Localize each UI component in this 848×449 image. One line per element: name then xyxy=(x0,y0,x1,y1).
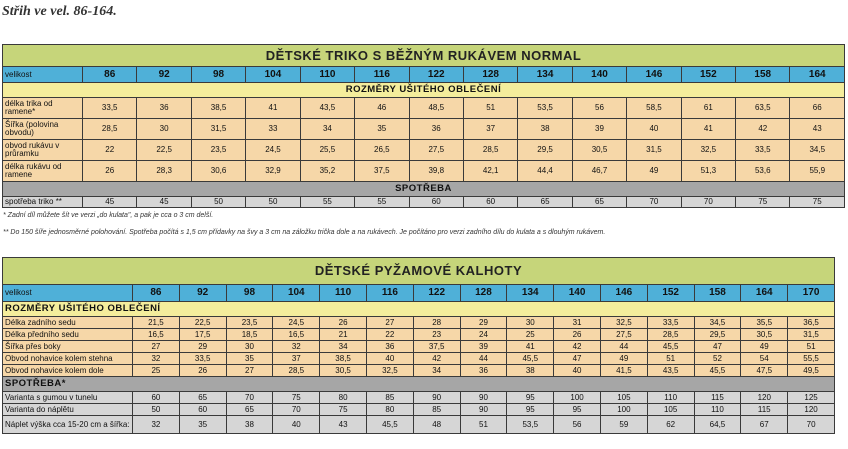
consumption-value: 32 xyxy=(133,416,180,434)
section-consumption-row xyxy=(3,182,845,197)
measurement-value: 38,5 xyxy=(320,353,367,365)
size-header-cell: 158 xyxy=(694,285,741,302)
measurement-value: 16,5 xyxy=(133,329,180,341)
measurement-value: 32 xyxy=(273,341,320,353)
measurement-value: 55,5 xyxy=(788,353,835,365)
consumption-value: 95 xyxy=(507,404,554,416)
measurement-value: 40 xyxy=(627,119,681,140)
size-header-cell: 164 xyxy=(741,285,788,302)
size-header-cell: 104 xyxy=(246,67,300,83)
measurement-value: 46 xyxy=(355,98,409,119)
measurement-value: 43,5 xyxy=(647,365,694,377)
measurement-value: 45,5 xyxy=(507,353,554,365)
size-header-cell: 110 xyxy=(320,285,367,302)
measurement-value: 48,5 xyxy=(409,98,463,119)
consumption-value: 115 xyxy=(741,404,788,416)
measurement-value: 51 xyxy=(463,98,517,119)
measurement-value: 27,5 xyxy=(600,329,647,341)
measurement-value: 26 xyxy=(179,365,226,377)
measurement-value: 36 xyxy=(460,365,507,377)
consumption-row xyxy=(3,392,835,404)
measurement-value: 44 xyxy=(460,353,507,365)
measurement-value: 36 xyxy=(409,119,463,140)
consumption-label: Varianta do náplětu xyxy=(3,404,133,416)
measurement-value: 45,5 xyxy=(647,341,694,353)
measurement-value: 22,5 xyxy=(137,140,191,161)
table-title: DĚTSKÉ TRIKO S BĚŽNÝM RUKÁVEM NORMAL xyxy=(3,45,845,67)
consumption-row xyxy=(3,404,835,416)
size-header-cell: 98 xyxy=(191,67,245,83)
measurement-value: 30 xyxy=(507,317,554,329)
consumption-value: 95 xyxy=(554,404,601,416)
measurement-label: Obvod nohavice kolem stehna xyxy=(3,353,133,365)
measurement-value: 41 xyxy=(246,98,300,119)
measurement-value: 27 xyxy=(226,365,273,377)
consumption-value: 120 xyxy=(741,392,788,404)
consumption-value: 100 xyxy=(600,404,647,416)
measurement-value: 47,5 xyxy=(741,365,788,377)
measurement-value: 46,7 xyxy=(572,161,626,182)
measurement-value: 32 xyxy=(133,353,180,365)
size-header-cell: 128 xyxy=(460,285,507,302)
consumption-value: 50 xyxy=(133,404,180,416)
consumption-value: 45 xyxy=(83,197,137,208)
measurement-value: 28,5 xyxy=(647,329,694,341)
measurement-value: 42 xyxy=(413,353,460,365)
measurement-value: 26 xyxy=(554,329,601,341)
measurement-value: 34 xyxy=(300,119,354,140)
measurement-value: 32,5 xyxy=(681,140,735,161)
table-title-row xyxy=(3,258,835,285)
measurement-value: 42 xyxy=(554,341,601,353)
size-label: velikost xyxy=(3,67,83,83)
measurement-row xyxy=(3,140,845,161)
consumption-value: 75 xyxy=(320,404,367,416)
measurement-value: 32,5 xyxy=(366,365,413,377)
measurement-value: 47 xyxy=(554,353,601,365)
measurement-value: 27 xyxy=(366,317,413,329)
measurement-value: 17,5 xyxy=(179,329,226,341)
intro-text: Střih ve vel. 86-164. xyxy=(2,4,117,19)
measurement-value: 33,5 xyxy=(647,317,694,329)
section-consumption-row xyxy=(3,377,835,392)
measurement-value: 33,5 xyxy=(179,353,226,365)
size-header-cell: 134 xyxy=(507,285,554,302)
size-header-cell: 116 xyxy=(366,285,413,302)
measurement-value: 53,6 xyxy=(736,161,790,182)
section-measure-row xyxy=(3,83,845,98)
consumption-value: 55 xyxy=(300,197,354,208)
consumption-row xyxy=(3,197,845,208)
pyjama-table-body xyxy=(3,258,835,434)
measurement-value: 44,4 xyxy=(518,161,572,182)
size-header-row xyxy=(3,285,835,302)
measurement-value: 36 xyxy=(137,98,191,119)
size-header-cell: 134 xyxy=(518,67,572,83)
consumption-value: 80 xyxy=(320,392,367,404)
section-consumption-heading: SPOTŘEBA* xyxy=(3,377,835,392)
consumption-value: 43 xyxy=(320,416,367,434)
measurement-value: 61 xyxy=(681,98,735,119)
consumption-value: 90 xyxy=(413,392,460,404)
measurement-label: Šířka (polovina obvodu) xyxy=(3,119,83,140)
measurement-label: obvod rukávu v průramku xyxy=(3,140,83,161)
size-header-cell: 122 xyxy=(413,285,460,302)
measurement-value: 25 xyxy=(507,329,554,341)
measurement-row xyxy=(3,317,835,329)
size-header-cell: 146 xyxy=(627,67,681,83)
consumption-value: 53,5 xyxy=(507,416,554,434)
size-header-cell: 86 xyxy=(133,285,180,302)
consumption-value: 85 xyxy=(366,392,413,404)
measurement-value: 36,5 xyxy=(788,317,835,329)
measurement-value: 52 xyxy=(694,353,741,365)
measurement-value: 24,5 xyxy=(273,317,320,329)
measurement-value: 21,5 xyxy=(133,317,180,329)
measurement-value: 31,5 xyxy=(627,140,681,161)
measurement-value: 51 xyxy=(647,353,694,365)
consumption-value: 70 xyxy=(681,197,735,208)
measurement-value: 55,9 xyxy=(790,161,845,182)
measurement-value: 41 xyxy=(507,341,554,353)
consumption-value: 62 xyxy=(647,416,694,434)
measurement-value: 35,5 xyxy=(741,317,788,329)
measurement-value: 34,5 xyxy=(694,317,741,329)
measurement-value: 44 xyxy=(600,341,647,353)
measurement-value: 27 xyxy=(133,341,180,353)
consumption-value: 75 xyxy=(736,197,790,208)
consumption-value: 70 xyxy=(788,416,835,434)
measurement-value: 51,3 xyxy=(681,161,735,182)
consumption-label: spotřeba triko ** xyxy=(3,197,83,208)
measurement-value: 35,2 xyxy=(300,161,354,182)
measurement-value: 43,5 xyxy=(300,98,354,119)
tshirt-table-body xyxy=(3,45,845,208)
consumption-value: 100 xyxy=(554,392,601,404)
consumption-value: 120 xyxy=(788,404,835,416)
measurement-value: 31,5 xyxy=(191,119,245,140)
size-header-cell: 116 xyxy=(355,67,409,83)
measurement-value: 43 xyxy=(790,119,845,140)
measurement-value: 30 xyxy=(137,119,191,140)
measurement-value: 22 xyxy=(83,140,137,161)
measurement-value: 22 xyxy=(366,329,413,341)
size-header-cell: 128 xyxy=(463,67,517,83)
measurement-value: 51 xyxy=(788,341,835,353)
consumption-value: 50 xyxy=(191,197,245,208)
measurement-value: 29,5 xyxy=(518,140,572,161)
footnote-2: ** Do 150 šíře jednosměrné polohování. Spotřeba počítá s 1,5 cm přídavky na švy a 3 cm na záložku trička dole a na rukávech. Je počítáno pro verzi zadního dílu do kulata a s dlouhým rukávem. xyxy=(3,229,606,236)
size-label: velikost xyxy=(3,285,133,302)
consumption-value: 85 xyxy=(413,404,460,416)
consumption-value: 125 xyxy=(788,392,835,404)
measurement-value: 29 xyxy=(460,317,507,329)
measurement-value: 23 xyxy=(413,329,460,341)
measurement-value: 32,9 xyxy=(246,161,300,182)
size-header-cell: 98 xyxy=(226,285,273,302)
consumption-value: 65 xyxy=(179,392,226,404)
measurement-value: 39 xyxy=(572,119,626,140)
consumption-value: 48 xyxy=(413,416,460,434)
consumption-value: 60 xyxy=(179,404,226,416)
measurement-value: 26,5 xyxy=(355,140,409,161)
size-header-cell: 146 xyxy=(600,285,647,302)
size-header-cell: 122 xyxy=(409,67,463,83)
size-header-cell: 86 xyxy=(83,67,137,83)
measurement-value: 25,5 xyxy=(300,140,354,161)
measurement-value: 28,5 xyxy=(463,140,517,161)
measurement-value: 58,5 xyxy=(627,98,681,119)
section-measure-heading: ROZMĚRY UŠITÉHO OBLEČENÍ xyxy=(3,83,845,98)
measurement-value: 49 xyxy=(741,341,788,353)
consumption-value: 45,5 xyxy=(366,416,413,434)
section-measure-row xyxy=(3,302,835,317)
consumption-value: 59 xyxy=(600,416,647,434)
measurement-value: 32,5 xyxy=(600,317,647,329)
measurement-value: 23,5 xyxy=(226,317,273,329)
measurement-value: 42,1 xyxy=(463,161,517,182)
measurement-value: 39,8 xyxy=(409,161,463,182)
measurement-value: 45,5 xyxy=(694,365,741,377)
consumption-value: 105 xyxy=(600,392,647,404)
measurement-value: 29,5 xyxy=(694,329,741,341)
consumption-value: 65 xyxy=(226,404,273,416)
consumption-value: 56 xyxy=(554,416,601,434)
consumption-row xyxy=(3,416,835,434)
measurement-value: 30,5 xyxy=(320,365,367,377)
measurement-value: 42 xyxy=(736,119,790,140)
consumption-value: 110 xyxy=(694,404,741,416)
measurement-row xyxy=(3,119,845,140)
consumption-value: 35 xyxy=(179,416,226,434)
size-header-cell: 152 xyxy=(647,285,694,302)
measurement-value: 38 xyxy=(518,119,572,140)
measurement-row xyxy=(3,365,835,377)
measurement-value: 56 xyxy=(572,98,626,119)
consumption-value: 90 xyxy=(460,404,507,416)
section-consumption-heading: SPOTŘEBA xyxy=(3,182,845,197)
size-header-cell: 92 xyxy=(179,285,226,302)
measurement-value: 63,5 xyxy=(736,98,790,119)
size-header-row xyxy=(3,67,845,83)
measurement-value: 24 xyxy=(460,329,507,341)
measurement-row xyxy=(3,161,845,182)
consumption-value: 90 xyxy=(460,392,507,404)
consumption-value: 70 xyxy=(273,404,320,416)
consumption-value: 70 xyxy=(226,392,273,404)
consumption-value: 60 xyxy=(409,197,463,208)
consumption-value: 95 xyxy=(507,392,554,404)
measurement-value: 34,5 xyxy=(790,140,845,161)
measurement-value: 27,5 xyxy=(409,140,463,161)
measurement-label: délka trika od ramene* xyxy=(3,98,83,119)
measurement-value: 22,5 xyxy=(179,317,226,329)
measurement-value: 37,5 xyxy=(355,161,409,182)
size-header-cell: 104 xyxy=(273,285,320,302)
measurement-value: 37,5 xyxy=(413,341,460,353)
measurement-row xyxy=(3,341,835,353)
measurement-value: 34 xyxy=(413,365,460,377)
measurement-value: 28 xyxy=(413,317,460,329)
measurement-value: 54 xyxy=(741,353,788,365)
consumption-value: 38 xyxy=(226,416,273,434)
measurement-value: 49 xyxy=(627,161,681,182)
consumption-label: Varianta s gumou v tunelu xyxy=(3,392,133,404)
size-header-cell: 164 xyxy=(790,67,845,83)
measurement-label: Délka předního sedu xyxy=(3,329,133,341)
measurement-value: 35 xyxy=(355,119,409,140)
measurement-value: 16,5 xyxy=(273,329,320,341)
table-title-row xyxy=(3,45,845,67)
measurement-value: 30 xyxy=(226,341,273,353)
consumption-value: 65 xyxy=(518,197,572,208)
measurement-label: Šířka přes boky xyxy=(3,341,133,353)
measurement-value: 38,5 xyxy=(191,98,245,119)
measurement-value: 23,5 xyxy=(191,140,245,161)
size-header-cell: 158 xyxy=(736,67,790,83)
section-measure-heading: ROZMĚRY UŠITÉHO OBLEČENÍ xyxy=(3,302,835,317)
consumption-label: Náplet výška cca 15-20 cm a šířka: xyxy=(3,416,133,434)
size-header-cell: 140 xyxy=(572,67,626,83)
measurement-row xyxy=(3,98,845,119)
consumption-value: 65 xyxy=(572,197,626,208)
size-header-cell: 170 xyxy=(788,285,835,302)
tshirt-size-table xyxy=(2,44,845,208)
size-header-cell: 152 xyxy=(681,67,735,83)
measurement-value: 37 xyxy=(463,119,517,140)
measurement-value: 31 xyxy=(554,317,601,329)
footnote-1: * Zadní díl můžete šít ve verzi „do kulata", a pak je cca o 3 cm delší. xyxy=(3,212,214,219)
measurement-value: 37 xyxy=(273,353,320,365)
measurement-value: 29 xyxy=(179,341,226,353)
measurement-value: 24,5 xyxy=(246,140,300,161)
measurement-value: 40 xyxy=(554,365,601,377)
measurement-value: 26 xyxy=(83,161,137,182)
measurement-value: 35 xyxy=(226,353,273,365)
measurement-label: Obvod nohavice kolem dole xyxy=(3,365,133,377)
consumption-value: 45 xyxy=(137,197,191,208)
measurement-value: 40 xyxy=(366,353,413,365)
consumption-value: 105 xyxy=(647,404,694,416)
measurement-value: 47 xyxy=(694,341,741,353)
measurement-value: 30,5 xyxy=(572,140,626,161)
measurement-value: 26 xyxy=(320,317,367,329)
consumption-value: 110 xyxy=(647,392,694,404)
measurement-label: Délka zadního sedu xyxy=(3,317,133,329)
measurement-value: 30,5 xyxy=(741,329,788,341)
measurement-value: 53,5 xyxy=(518,98,572,119)
consumption-value: 60 xyxy=(463,197,517,208)
size-header-cell: 140 xyxy=(554,285,601,302)
measurement-value: 33,5 xyxy=(83,98,137,119)
measurement-value: 36 xyxy=(366,341,413,353)
measurement-value: 33 xyxy=(246,119,300,140)
measurement-value: 66 xyxy=(790,98,845,119)
consumption-value: 75 xyxy=(273,392,320,404)
measurement-value: 28,5 xyxy=(83,119,137,140)
measurement-value: 41 xyxy=(681,119,735,140)
consumption-value: 60 xyxy=(133,392,180,404)
measurement-label: délka rukávu od ramene xyxy=(3,161,83,182)
measurement-value: 28,3 xyxy=(137,161,191,182)
measurement-row xyxy=(3,329,835,341)
measurement-value: 25 xyxy=(133,365,180,377)
consumption-value: 70 xyxy=(627,197,681,208)
pyjama-pants-size-table xyxy=(2,257,835,434)
measurement-value: 34 xyxy=(320,341,367,353)
measurement-row xyxy=(3,353,835,365)
measurement-value: 49 xyxy=(600,353,647,365)
measurement-value: 31,5 xyxy=(788,329,835,341)
consumption-value: 80 xyxy=(366,404,413,416)
measurement-value: 28,5 xyxy=(273,365,320,377)
consumption-value: 50 xyxy=(246,197,300,208)
consumption-value: 115 xyxy=(694,392,741,404)
consumption-value: 55 xyxy=(355,197,409,208)
measurement-value: 41,5 xyxy=(600,365,647,377)
measurement-value: 33,5 xyxy=(736,140,790,161)
measurement-value: 30,6 xyxy=(191,161,245,182)
measurement-value: 18,5 xyxy=(226,329,273,341)
measurement-value: 39 xyxy=(460,341,507,353)
consumption-value: 40 xyxy=(273,416,320,434)
size-header-cell: 92 xyxy=(137,67,191,83)
consumption-value: 51 xyxy=(460,416,507,434)
consumption-value: 75 xyxy=(790,197,845,208)
measurement-value: 38 xyxy=(507,365,554,377)
size-header-cell: 110 xyxy=(300,67,354,83)
measurement-value: 21 xyxy=(320,329,367,341)
measurement-value: 49,5 xyxy=(788,365,835,377)
consumption-value: 64,5 xyxy=(694,416,741,434)
table-title: DĚTSKÉ PYŽAMOVÉ KALHOTY xyxy=(3,258,835,285)
consumption-value: 67 xyxy=(741,416,788,434)
